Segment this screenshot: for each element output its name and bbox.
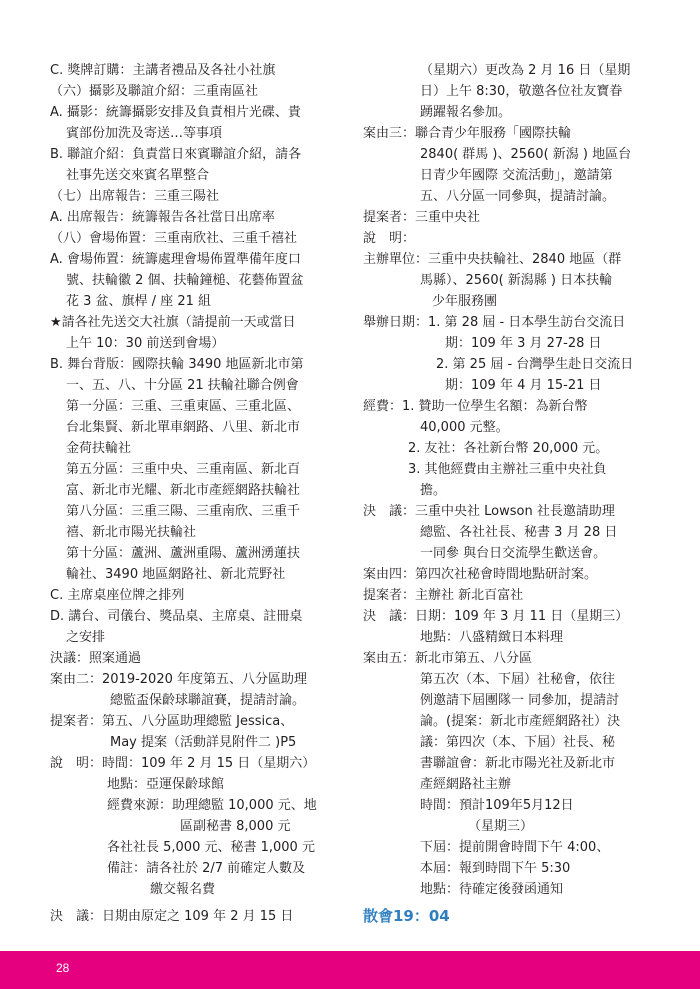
right-column-line: 日）上午 8:30，敬邀各位社友寶眷 [420, 84, 623, 99]
right-column-line: 擔。 [420, 483, 447, 498]
left-column-line: 案由二：2019-2020 年度第五、八分區助理 [50, 672, 307, 687]
left-column-line: 經費來源：助理總監 10,000 元、地 [107, 798, 317, 813]
left-column-line: 禧、新北市陽光扶輪社 [66, 525, 197, 540]
right-column-line: 期：109 年 3 月 27-28 日 [445, 336, 602, 351]
right-column-line: 提案者：三重中央社 [363, 210, 481, 225]
right-column-line: 書聯誼會：新北市陽光社及新北市 [420, 756, 616, 771]
right-column-line: 2. 第 25 屆 - 台灣學生赴日交流日 [436, 357, 634, 372]
right-column-line: 經費：1. 贊助一位學生名額：為新台幣 [363, 399, 588, 414]
right-column-line: 案由五：新北市第五、八分區 [363, 651, 533, 666]
right-column-line: 舉辦日期：1. 第 28 屆 - 日本學生訪台交流日 [363, 315, 626, 330]
left-column-line: 地點：亞運保齡球館 [107, 777, 225, 792]
left-column-line: 號、扶輪徽 2 個、扶輪鐘槌、花藝佈置盆 [66, 273, 304, 288]
left-column-line: （七）出席報告：三重三陽社 [50, 189, 220, 204]
left-column-line: 說 明：時間：109 年 2 月 15 日（星期六） [50, 756, 316, 771]
left-column-line: B. 舞台背版：國際扶輪 3490 地區新北市第 [50, 357, 304, 372]
right-column-line: 2840( 群馬 )、2560( 新潟 ) 地區台 [420, 147, 632, 162]
left-column-line: （八）會場佈置：三重南欣社、三重千禧社 [50, 231, 298, 246]
right-column-line: 踴躍報名參加。 [420, 105, 512, 120]
left-column-line: A. 出席報告：統籌報告各社當日出席率 [50, 210, 275, 225]
right-column-line: 地點：待確定後發函通知 [420, 882, 564, 897]
left-column-line: 第五分區：三重中央、三重南區、新北百 [66, 462, 301, 477]
left-column-line: 區副秘書 8,000 元 [180, 819, 291, 834]
left-column-line: 賓部份加洗及寄送…等事項 [66, 126, 223, 141]
right-column-line: 馬縣）、2560( 新潟縣 ) 日本扶輪 [420, 273, 613, 288]
left-column-line: 繳交報名費 [150, 882, 216, 897]
right-column-line: 期：109 年 4 月 15-21 日 [445, 378, 602, 393]
left-column-line: C. 主席桌座位牌之排列 [50, 588, 185, 603]
right-column-line: 2. 友社：各社新台幣 20,000 元。 [408, 441, 609, 456]
left-column-line: B. 聯誼介紹：負責當日來賓聯誼介紹，請各 [50, 147, 302, 162]
left-column-line: 之安排 [66, 630, 106, 645]
right-column-line: 總監、各社社長、秘書 3 月 28 日 [420, 525, 618, 540]
left-column-line: 花 3 盆、旗桿 / 座 21 組 [66, 294, 211, 309]
right-column-line: （星期六）更改為 2 月 16 日（星期 [420, 63, 631, 78]
left-column-line: 決議：照案通過 [50, 651, 142, 666]
right-column-line: 3. 其他經費由主辦社三重中央社負 [408, 462, 607, 477]
right-column-line: 案由三：聯合青少年服務「國際扶輪 [363, 126, 572, 141]
left-column-line: 富、新北市光耀、新北市產經網路扶輪社 [66, 483, 301, 498]
left-column-line: 社事先送交來賓名單整合 [66, 168, 210, 183]
right-column-line: 主辦單位：三重中央扶輪社、2840 地區（群 [363, 252, 622, 267]
right-column-line: 論。(提案：新北市產經網路社）決 [420, 714, 621, 729]
right-column-line: 時間：預計109年5月12日 [420, 798, 574, 813]
right-column-line: 產經網路社主辦 [420, 777, 512, 792]
left-column-line: 第十分區：蘆洲、蘆洲重陽、蘆洲湧蓮扶 [66, 546, 301, 561]
right-column-line: 提案者：主辦社 新北百富社 [363, 588, 524, 603]
left-column-line: A. 會場佈置：統籌處理會場佈置準備年度口 [50, 252, 301, 267]
right-column-line: 下屆：提前開會時間下午 4:00、 [420, 840, 610, 855]
right-column-line: 第五次（本、下屆）社秘會，依往 [420, 672, 616, 687]
right-column-line: 決 議：三重中央社 Lowson 社長邀請助理 [363, 504, 615, 519]
left-column-line: 台北集賢、新北單車網路、八里、新北市 [66, 420, 301, 435]
right-column-line: 40,000 元整。 [420, 420, 509, 435]
right-column-line: 說 明： [363, 231, 416, 246]
left-column-line: A. 攝影：統籌攝影安排及負責相片光碟、貴 [50, 105, 301, 120]
right-column-line: 決 議：日期：109 年 3 月 11 日（星期三） [363, 609, 629, 624]
left-column-line: D. 講台、司儀台、獎品桌、主席桌、註冊桌 [50, 609, 303, 624]
right-column-line: 一同參 與台日交流學生歡送會。 [420, 546, 607, 561]
left-column-line: 輪社、3490 地區網路社、新北荒野社 [66, 567, 286, 582]
left-column-line: 各社社長 5,000 元、秘書 1,000 元 [107, 840, 315, 855]
right-column-line: 本屆：報到時間下午 5:30 [420, 861, 571, 876]
meeting-closing: 散會19：04 [363, 907, 450, 925]
left-column-line: May 提案（活動詳見附件二 )P5 [110, 735, 297, 750]
left-column-line: 第一分區：三重、三重東區、三重北區、 [66, 399, 301, 414]
left-column-line: 備註：請各社於 2/7 前確定人數及 [107, 861, 306, 876]
left-column-line: 金荷扶輪社 [66, 441, 132, 456]
left-column-line: 總監盃保齡球聯誼賽，提請討論。 [110, 693, 306, 708]
right-column-line: 五、八分區一同參與，提請討論。 [420, 189, 616, 204]
page-number: 28 [56, 961, 70, 975]
left-column-line: （六）攝影及聯誼介紹：三重南區社 [50, 84, 259, 99]
left-column-line: ★請各社先送交大社旗（請提前一天或當日 [50, 315, 296, 330]
left-column-line: 提案者：第五、八分區助理總監 Jessica、 [50, 714, 294, 729]
left-column-line: 第八分區：三重三陽、三重南欣、三重千 [66, 504, 301, 519]
right-column-line: 日青少年國際 交流活動」，邀請第 [420, 168, 613, 183]
right-column-line: 案由四：第四次社秘會時間地點研討案。 [363, 567, 598, 582]
left-column-line: 決 議：日期由原定之 109 年 2 月 15 日 [50, 909, 294, 924]
left-column-line: C. 獎牌訂購：主講者禮品及各社小社旗 [50, 63, 276, 78]
left-column-line: 一、五、八、十分區 21 扶輪社聯合例會 [66, 378, 299, 393]
right-column-line: 例邀請下屆團隊一 同參加，提請討 [420, 693, 620, 708]
right-column-line: 少年服務團 [432, 294, 498, 309]
left-column-line: 上午 10：30 前送到會場） [66, 336, 225, 351]
right-column-line: （星期三） [468, 819, 534, 834]
footer-bar [0, 951, 700, 989]
right-column-line: 議：第四次（本、下屆）社長、秘 [420, 735, 616, 750]
right-column-line: 地點：八盛精緻日本料理 [420, 630, 564, 645]
